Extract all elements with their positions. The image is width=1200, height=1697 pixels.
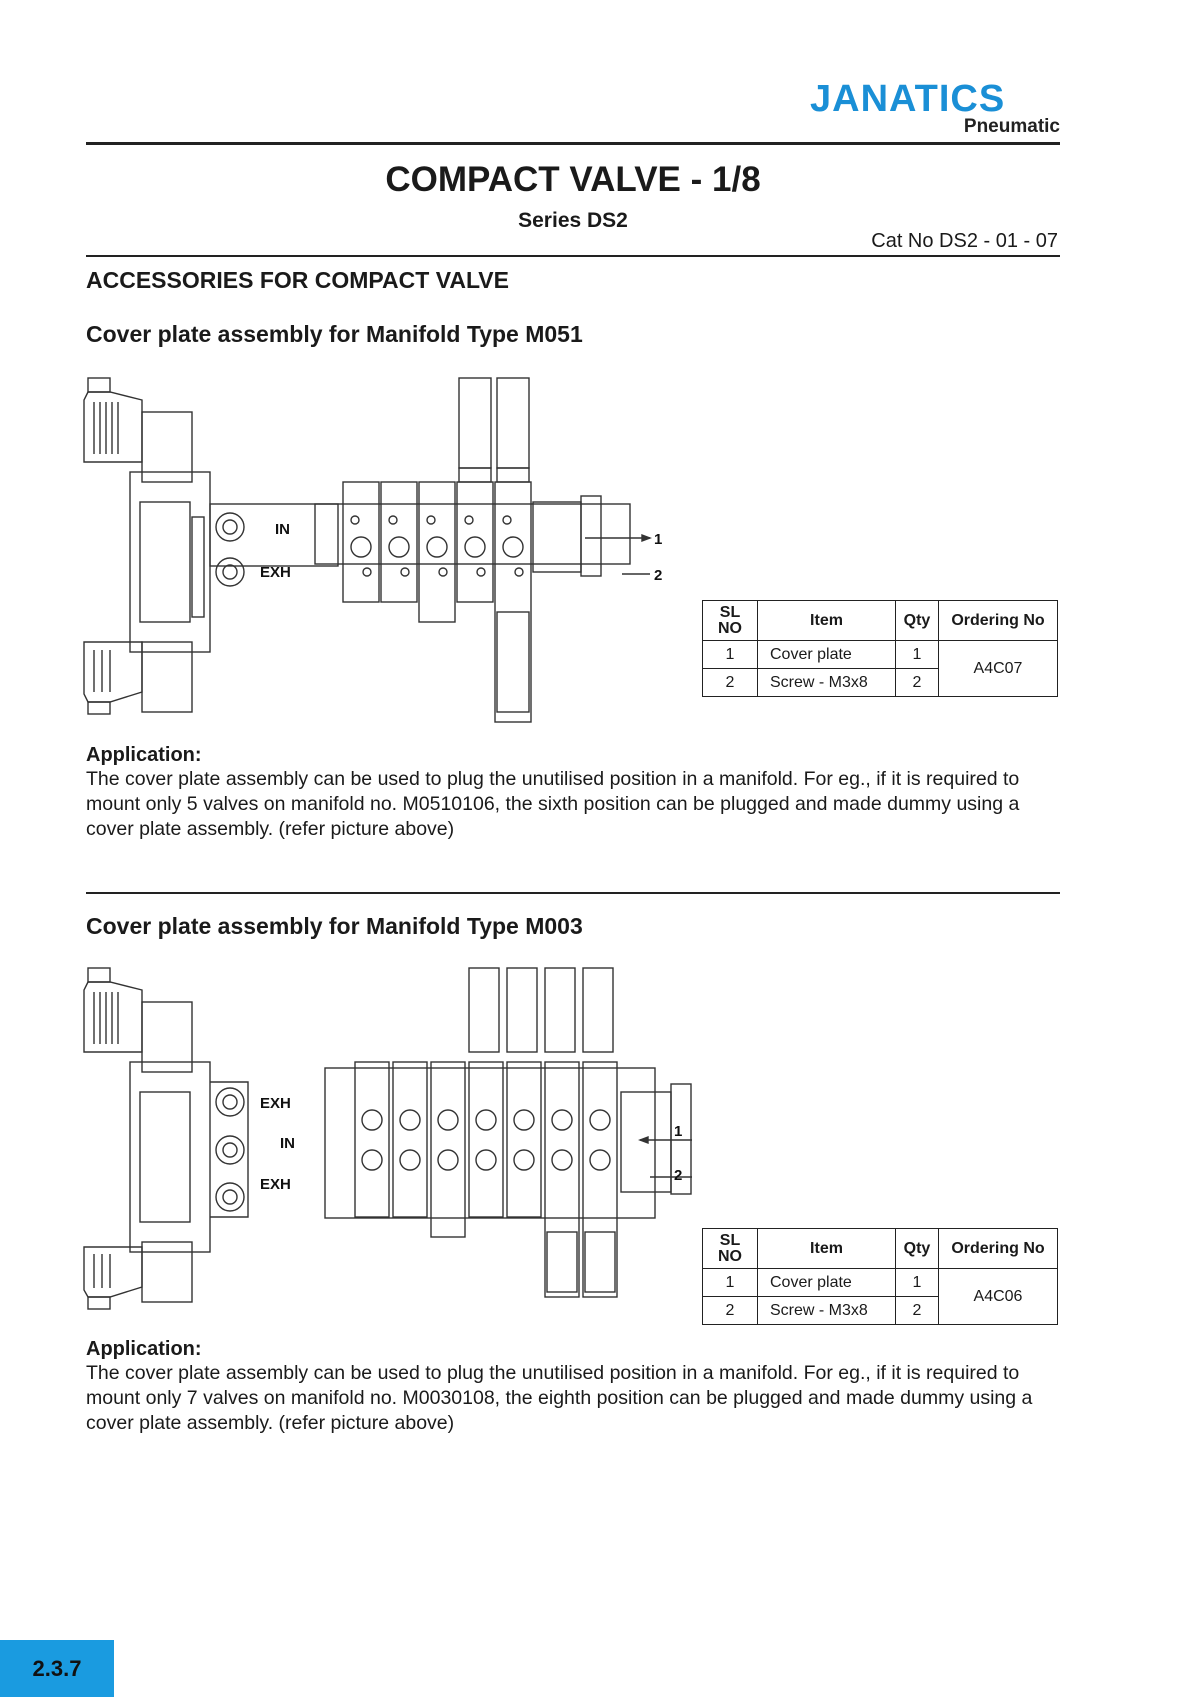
page-subtitle: Series DS2	[518, 209, 628, 232]
block1-application-heading: Application:	[86, 744, 202, 766]
m051-side-view	[84, 378, 338, 714]
brand-tagline: Pneumatic	[963, 116, 1060, 137]
m051-parts-table	[702, 600, 1058, 697]
m003-label-exh-top: EXH	[260, 1095, 291, 1112]
m051-col-ordering: Ordering No	[939, 601, 1058, 641]
block1-application-text: The cover plate assembly can be used to plug the unutilised position in a manifold. For eg., if it is required to mount only 5 valves on manifold no. M0510106, the sixth position can be plugged and made dummy using a cover plate assembly. (refer picture above)	[86, 768, 1020, 840]
m003-col-sl: SL NO	[703, 1229, 758, 1269]
m003-manifold-view	[325, 968, 691, 1297]
m003-row1-sl: 1	[703, 1269, 758, 1297]
m051-valve-stations	[343, 378, 531, 722]
m051-label-exh: EXH	[260, 564, 291, 581]
m003-callout-1: 1	[674, 1123, 683, 1140]
title-rule	[86, 255, 1060, 257]
m003-drawing	[80, 962, 700, 1322]
m051-drawing	[80, 372, 680, 732]
m051-row1-item: Cover plate	[758, 641, 896, 669]
m003-side-view	[84, 968, 248, 1309]
m051-row1-qty: 1	[896, 641, 939, 669]
section-title: ACCESSORIES FOR COMPACT VALVE	[86, 267, 509, 293]
brand-logo: JANATICS	[810, 78, 1006, 120]
m051-row2-sl: 2	[703, 669, 758, 697]
m003-label-exh-bottom: EXH	[260, 1176, 291, 1193]
m051-col-qty: Qty	[896, 601, 939, 641]
m051-label-in: IN	[275, 521, 290, 538]
m051-col-sl: SL NO	[703, 601, 758, 641]
m051-ordering-no: A4C07	[939, 641, 1058, 697]
page-title: COMPACT VALVE - 1/8	[385, 160, 761, 199]
m003-valve-stations	[355, 968, 617, 1297]
table-row	[703, 641, 1058, 669]
catalogue-number: Cat No DS2 - 01 - 07	[871, 230, 1058, 252]
table-row	[703, 1269, 1058, 1297]
m051-cover-plate	[533, 502, 581, 572]
block1-heading: Cover plate assembly for Manifold Type M051	[86, 321, 583, 347]
block2-application-text: The cover plate assembly can be used to plug the unutilised position in a manifold. For eg., if it is required to mount only 7 valves on manifold no. M0030108, the eighth position can be plugged and made dummy using a cover plate assembly. (refer picture above)	[86, 1362, 1033, 1434]
m003-callout-2: 2	[674, 1167, 683, 1184]
m003-row1-qty: 1	[896, 1269, 939, 1297]
block2-application-heading: Application:	[86, 1338, 202, 1360]
section-divider	[86, 892, 1060, 894]
m003-col-ordering: Ordering No	[939, 1229, 1058, 1269]
m051-callout-1: 1	[654, 531, 663, 548]
m003-ordering-no: A4C06	[939, 1269, 1058, 1325]
header-rule	[86, 142, 1060, 145]
m051-callout-2: 2	[654, 567, 663, 584]
m003-row2-sl: 2	[703, 1297, 758, 1325]
m003-row2-item: Screw - M3x8	[758, 1297, 896, 1325]
m003-col-item: Item	[758, 1229, 896, 1269]
m051-row2-qty: 2	[896, 669, 939, 697]
m051-row2-item: Screw - M3x8	[758, 669, 896, 697]
m003-label-in: IN	[280, 1135, 295, 1152]
m051-manifold-view	[315, 378, 630, 722]
block2-heading: Cover plate assembly for Manifold Type M003	[86, 913, 583, 939]
m003-row1-item: Cover plate	[758, 1269, 896, 1297]
m003-row2-qty: 2	[896, 1297, 939, 1325]
page-number: 2.3.7	[0, 1640, 114, 1697]
m051-row1-sl: 1	[703, 641, 758, 669]
m003-col-qty: Qty	[896, 1229, 939, 1269]
m051-col-item: Item	[758, 601, 896, 641]
m003-parts-table	[702, 1228, 1058, 1325]
